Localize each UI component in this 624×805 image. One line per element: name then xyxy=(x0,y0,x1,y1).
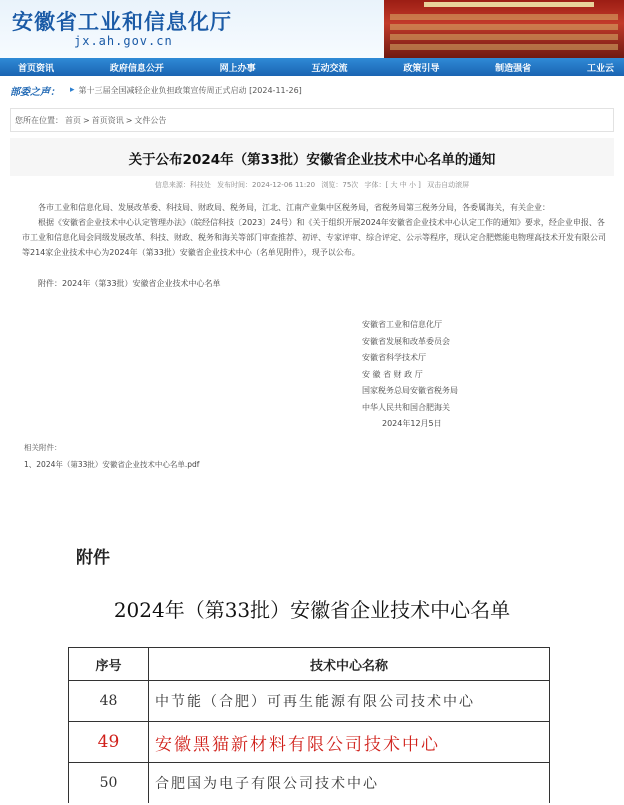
attachment-document-image xyxy=(0,520,624,805)
table-row xyxy=(69,681,550,722)
font-size-control[interactable]: 字体：[ 大 中 小 ] xyxy=(364,181,421,189)
attachment-file-link[interactable]: 1、2024年（第33批）安徽省企业技术中心名单.pdf xyxy=(24,459,200,469)
breadcrumb-item-notices[interactable]: 文件公告 xyxy=(134,115,167,125)
breadcrumb-prefix: 您所在位置： xyxy=(15,115,63,125)
article-meta xyxy=(10,180,614,190)
document-label: 附件 xyxy=(76,548,110,568)
row-name: 中节能（合肥）可再生能源有限公司技术中心 xyxy=(149,681,550,722)
site-header xyxy=(0,0,624,58)
signatory: 安徽省发展和改革委员会 xyxy=(362,336,450,346)
nav-item-interaction[interactable]: 互动交流 xyxy=(311,63,348,74)
nav-item-online-service[interactable]: 网上办事 xyxy=(219,63,256,74)
nav-item-manufacturing[interactable]: 制造强省 xyxy=(495,63,532,74)
header-banner-image xyxy=(384,0,624,58)
meta-time: 发布时间：2024-12-06 11:20 xyxy=(217,181,316,189)
nav-item-home[interactable]: 首页资讯 xyxy=(18,63,55,74)
body-paragraph: 根据《安徽省企业技术中心认定管理办法》（皖经信科技〔2023〕24号）和《关于组织开展2024年安徽省企业技术中心认定工作的通知》要求，经企业申报、各市工业和信息化局会同级发展改革、科技、财政、税务和海关等部门审查推荐、初评、专家评审、综合评定、公示等程序，现认定合肥燃能电物理高技术开发有限公司等214家企业技术中心为2024年（第33批）安徽省企业技术中心（名单见附件），现予以公布。 xyxy=(22,218,606,257)
signatory: 安 徽 省 财 政 厅 xyxy=(362,369,423,379)
site-title[interactable]: 安徽省工业和信息化厅 xyxy=(12,10,232,34)
signatory: 国家税务总局安徽省税务局 xyxy=(362,386,458,395)
notice-bar xyxy=(10,80,614,100)
article xyxy=(10,138,614,473)
row-name: 合肥国为电子有限公司技术中心 xyxy=(149,763,550,804)
issue-date: 2024年12月5日 xyxy=(382,419,442,428)
auto-scroll-link[interactable]: 双击自动滚屏 xyxy=(427,181,470,189)
document-title: 2024年（第33批）安徽省企业技术中心名单 xyxy=(113,598,511,622)
row-number: 49 xyxy=(69,722,149,763)
related-label: 相关附件： xyxy=(24,442,62,452)
article-title: 关于公布2024年（第33批）安徽省企业技术中心名单的通知 xyxy=(10,138,614,176)
nav-item-gov-info[interactable]: 政府信息公开 xyxy=(109,63,164,74)
table-row xyxy=(69,763,550,804)
notice-link[interactable]: 第十三届全国减轻企业负担政策宣传周正式启动 [2024-11-26] xyxy=(78,85,302,95)
center-list-table xyxy=(68,647,550,803)
main-nav xyxy=(0,58,624,76)
row-number: 50 xyxy=(69,763,149,804)
table-row-highlighted xyxy=(69,722,550,763)
site-domain: jx.ah.gov.cn xyxy=(74,34,173,48)
meta-views: 浏览：75次 xyxy=(321,181,359,189)
breadcrumb-item-news[interactable]: 首页资讯 xyxy=(91,115,124,125)
column-header-name: 技术中心名称 xyxy=(149,648,550,681)
signatory: 安徽省科学技术厅 xyxy=(362,353,426,362)
banner-strip xyxy=(424,2,594,7)
notice-label: 部委之声： xyxy=(10,86,60,98)
row-number: 48 xyxy=(69,681,149,722)
nav-item-policy[interactable]: 政策引导 xyxy=(403,63,440,74)
signatories xyxy=(362,317,614,433)
bullet-icon: ▸ xyxy=(70,85,75,95)
row-name: 安徽黑猫新材料有限公司技术中心 xyxy=(149,722,550,763)
breadcrumb-separator: > xyxy=(83,115,90,125)
body-paragraph: 各市工业和信息化局、发展改革委、科技局、财政局、税务局，江北、江南产业集中区税务局，省税务局第三税务分局，各委属海关，有关企业： xyxy=(38,203,550,212)
column-header-no: 序号 xyxy=(69,648,149,681)
signatory: 中华人民共和国合肥海关 xyxy=(362,402,450,412)
breadcrumb xyxy=(10,108,614,132)
nav-item-industry-cloud[interactable]: 工业云 xyxy=(586,63,614,74)
attachment-note: 附件：2024年（第33批）安徽省企业技术中心名单 xyxy=(38,279,221,288)
signatory: 安徽省工业和信息化厅 xyxy=(362,320,442,329)
table-header-row xyxy=(69,648,550,681)
breadcrumb-separator: > xyxy=(125,115,133,125)
breadcrumb-item-home[interactable]: 首页 xyxy=(65,115,81,125)
related-attachments xyxy=(10,439,614,473)
meta-source: 信息来源：科技处 xyxy=(154,181,211,189)
article-body xyxy=(10,190,614,291)
